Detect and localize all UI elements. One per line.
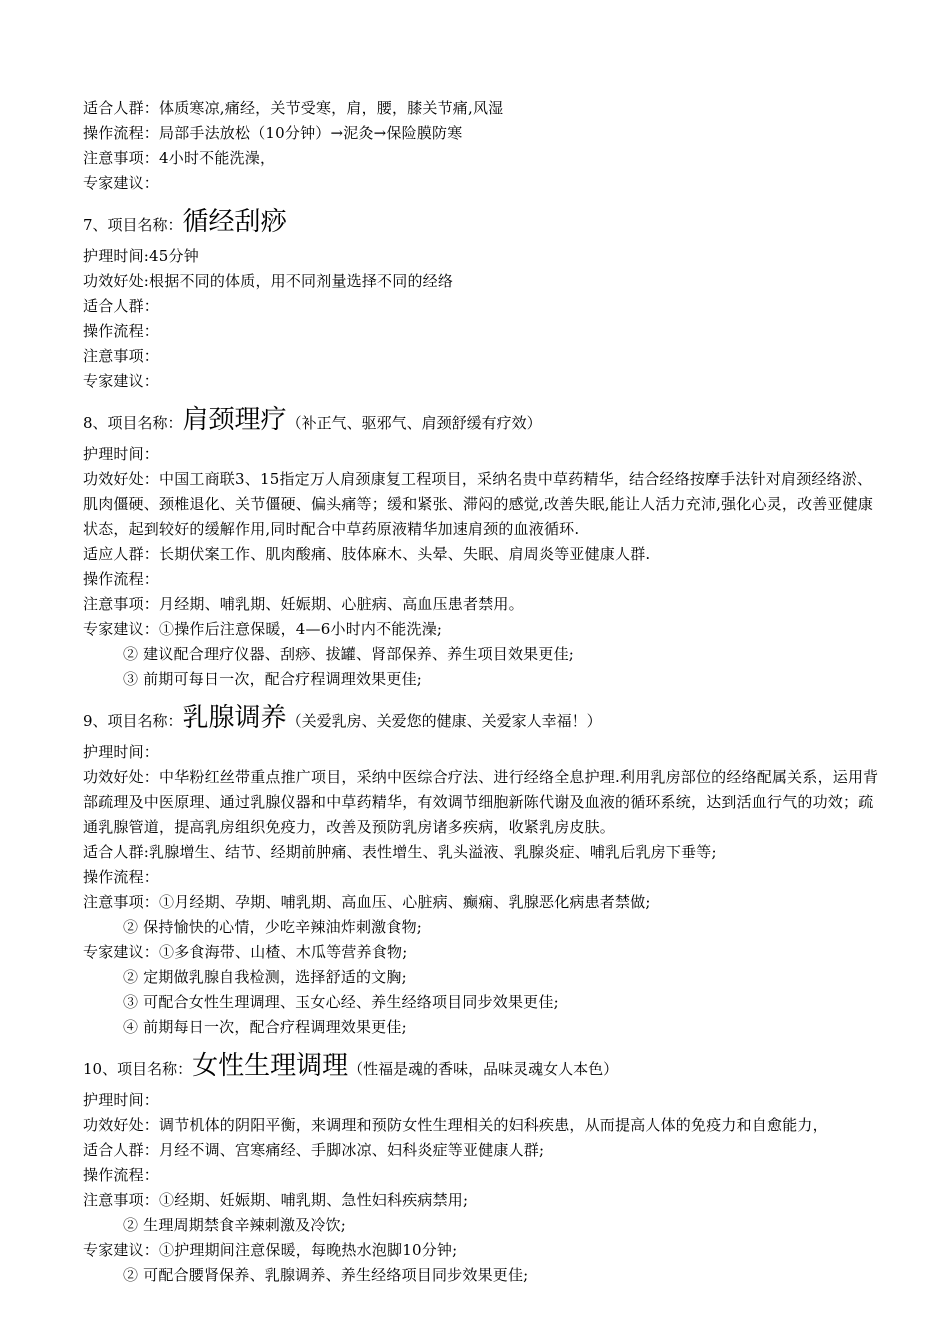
section-10-line: 适合人群：月经不调、宫寒痛经、手脚冰凉、妇科炎症等亚健康人群; [83, 1141, 545, 1159]
section-10-line: 注意事项：①经期、妊娠期、哺乳期、急性妇科疾病禁用; [83, 1191, 469, 1209]
section-10-benefit: 功效好处：调节机体的阴阳平衡，来调理和预防女性生理相关的妇科疾患，从而提高人体的免疫力和自愈能力， [83, 1116, 828, 1134]
section-10-heading [83, 1049, 883, 1083]
expert-advice-line: 专家建议： [83, 174, 160, 192]
section-8-title: 肩颈理疗 [182, 405, 287, 435]
section-8-line: 专家建议：①操作后注意保暖，4—6小时内不能洗澡; [83, 620, 443, 638]
section-9-line: 操作流程： [83, 868, 160, 886]
section-9-heading [83, 701, 883, 735]
document-page [83, 96, 883, 1288]
section-8-line: 适应人群：长期伏案工作、肌肉酸痛、肢体麻木、头晕、失眠、肩周炎等亚健康人群. [83, 545, 651, 563]
section-9-subtitle: （关爱乳房、关爱您的健康、关爱家人幸福！） [286, 712, 602, 730]
section-7-line: 专家建议： [83, 372, 160, 390]
suitable-people-line: 适合人群：体质寒凉,痛经，关节受寒，肩，腰，膝关节痛,风湿 [83, 99, 504, 117]
section-9-advice-item: ④ 前期每日一次，配合疗程调理效果更佳; [123, 1018, 407, 1036]
section-8-subtitle: （补正气、驱邪气、肩颈舒缓有疗效） [286, 414, 542, 432]
section-7-line: 适合人群： [83, 297, 160, 315]
section-7-line: 功效好处:根据不同的体质，用不同剂量选择不同的经络 [83, 272, 454, 290]
precautions-line: 注意事项：4小时不能洗澡， [83, 149, 276, 167]
section-9-advice: 专家建议：①多食海带、山楂、木瓜等营养食物; [83, 943, 408, 961]
section-7-line: 操作流程： [83, 322, 160, 340]
section-10-prefix: 10、项目名称： [83, 1060, 193, 1078]
section-8-advice-item: ② 建议配合理疗仪器、刮痧、拔罐、肾部保养、养生项目效果更佳; [123, 645, 575, 663]
section-10-advice-item: ② 可配合腰肾保养、乳腺调养、养生经络项目同步效果更佳; [123, 1266, 529, 1284]
section-9-line: 适合人群:乳腺增生、结节、经期前肿痛、表性增生、乳头溢液、乳腺炎症、哺乳后乳房下垂等; [83, 843, 717, 861]
section-9-time: 护理时间： [83, 743, 160, 761]
section-9-care-item: ② 保持愉快的心情，少吃辛辣油炸刺激食物; [123, 918, 423, 936]
section-8-line: 注意事项：月经期、哺乳期、妊娠期、心脏病、高血压患者禁用。 [83, 595, 524, 613]
section-8-prefix: 8、项目名称： [83, 414, 183, 432]
section-9-line: 注意事项：①月经期、孕期、哺乳期、高血压、心脏病、癫痫、乳腺恶化病患者禁做; [83, 893, 651, 911]
section-9-advice-item: ③ 可配合女性生理调理、玉女心经、养生经络项目同步效果更佳; [123, 993, 559, 1011]
section-10-line: 操作流程： [83, 1166, 160, 1184]
section-10-care-item: ② 生理周期禁食辛辣刺激及冷饮; [123, 1216, 347, 1234]
section-9-advice-item: ② 定期做乳腺自我检测，选择舒适的文胸; [123, 968, 407, 986]
section-7-title: 循经刮痧 [182, 207, 287, 237]
section-7-line: 注意事项： [83, 347, 160, 365]
section-8-benefit: 功效好处：中国工商联3、15指定万人肩颈康复工程项目，采纳名贵中草药精华，结合经络按摩手法针对肩颈经络淤、肌肉僵硬、颈椎退化、关节僵硬、偏头痛等；缓和紧张、滞闷的感觉,改善失眠,能让人活力充沛,强化心灵，改善亚健康状态，起到较好的缓解作用,同时配合中草药原液精华加速肩颈的血液循环. [83, 470, 874, 538]
section-10-subtitle: （性福是魂的香味，品味灵魂女人本色） [348, 1060, 619, 1078]
procedure-line: 操作流程：局部手法放松（10分钟）→泥灸→保险膜防寒 [83, 124, 463, 142]
section-8-line: 操作流程： [83, 570, 160, 588]
section-7-line: 护理时间:45分钟 [83, 247, 199, 265]
section-8-advice-item: ③ 前期可每日一次，配合疗程调理效果更佳; [123, 670, 423, 688]
section-9-title: 乳腺调养 [182, 703, 287, 733]
section-10-time: 护理时间： [83, 1091, 160, 1109]
section-8-time: 护理时间： [83, 445, 160, 463]
section-7-heading [83, 205, 883, 239]
section-7-prefix: 7、项目名称： [83, 216, 183, 234]
section-8-heading [83, 403, 883, 437]
section-10-advice: 专家建议：①护理期间注意保暖，每晚热水泡脚10分钟; [83, 1241, 458, 1259]
section-9-benefit: 功效好处：中华粉红丝带重点推广项目，采纳中医综合疗法、进行经络全息护理.利用乳房部位的经络配属关系，运用背部疏理及中医原理、通过乳腺仪器和中草药精华，有效调节细胞新陈代谢及血液的循环系统，达到活血行气的功效；疏通乳腺管道，提高乳房组织免疫力，改善及预防乳房诸多疾病，收紧乳房皮肤。 [83, 768, 879, 836]
section-10-title: 女性生理调理 [192, 1051, 349, 1081]
section-9-prefix: 9、项目名称： [83, 712, 183, 730]
